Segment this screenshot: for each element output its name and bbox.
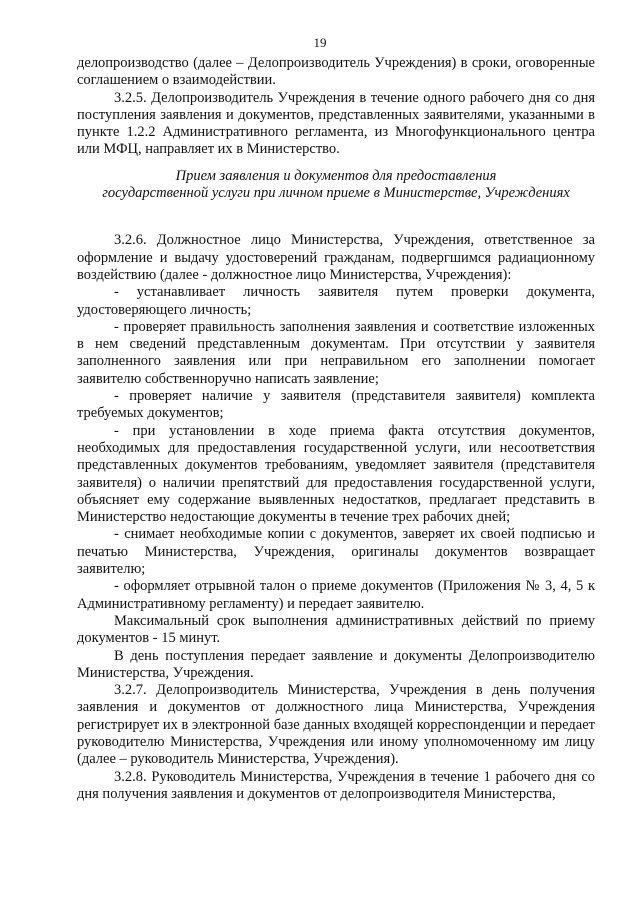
list-item-copies: - снимает необходимые копии с документов, заверяет их своей подписью и печатью Министерства, Учреждения, оригиналы документов возвращает заявителю; bbox=[77, 526, 595, 578]
section-heading-line-2: государственной услуги при личном приеме в Министерстве, Учреждениях bbox=[102, 185, 570, 202]
paragraph-3-2-6: 3.2.6. Должностное лицо Министерства, Учреждения, ответственное за оформление и выдачу удостоверений гражданам, подвергшимся радиационному воздействию (далее - должностное лицо Министерства, Учреждения): bbox=[77, 232, 595, 283]
paragraph-3-2-8: 3.2.8. Руководитель Министерства, Учреждения в течение 1 рабочего дня со дня получения заявления и документов от делопроизводителя Министерства, bbox=[77, 768, 595, 802]
list-item-check-form: - проверяет правильность заполнения заявления и соответствие изложенных в нем сведений представленным документам. При отсутствии у заявителя заполненного заявления или при неправильном его заполнении помогает заявителю собственноручно написать заявление; bbox=[77, 318, 595, 387]
list-item-identity: - устанавливает личность заявителя путем проверки документа, удостоверяющего личность; bbox=[77, 284, 595, 318]
document-body bbox=[77, 55, 595, 803]
list-item-receipt: - оформляет отрывной талон о приеме документов (Приложения № 3, 4, 5 к Административному регламенту) и передает заявителю. bbox=[77, 578, 595, 612]
section-heading bbox=[77, 168, 595, 203]
paragraph-3-2-7: 3.2.7. Делопроизводитель Министерства, Учреждения в день получения заявления и документов от должностного лица Министерства, Учреждения регистрирует их в электронной базе данных входящей корреспонденции и передает руководителю Министерства, Учреждения или иному уполномоченному им лицу (далее – руководитель Министерства, Учреждения). bbox=[77, 682, 595, 768]
list-item-missing-documents: - при установлении в ходе приема факта отсутствия документов, необходимых для предоставления государственной услуги, или несоответствия представленных документов требованиям, уведомляет заявителя (представителя заявителя) о наличии препятствий для предоставления государственной услуги, объясняет ему содержание выявленных недостатков, предлагает представить в Министерство недостающие документы в течение трех рабочих дней; bbox=[77, 422, 595, 526]
paragraph-max-time: Максимальный срок выполнения административных действий по приему документов - 15 минут. bbox=[77, 612, 595, 647]
section-heading-line-1: Прием заявления и документов для предоставления bbox=[175, 167, 497, 184]
paragraph-3-2-5: 3.2.5. Делопроизводитель Учреждения в течение одного рабочего дня со дня поступления заявления и документов, представленных заявителями, указанными в пункте 1.2.2 Административного регламента, из Многофункционального центра или МФЦ, направляет их в Министерство. bbox=[77, 89, 595, 158]
page-number: 19 bbox=[313, 35, 327, 50]
paragraph-transfer: В день поступления передает заявление и документы Делопроизводителю Министерства, Учреждения. bbox=[77, 647, 595, 681]
list-item-check-documents: - проверяет наличие у заявителя (представителя заявителя) комплекта требуемых документов; bbox=[77, 388, 595, 422]
paragraph-continuation: делопроизводство (далее – Делопроизводитель Учреждения) в сроки, оговоренные соглашением о взаимодействии. bbox=[77, 55, 595, 89]
